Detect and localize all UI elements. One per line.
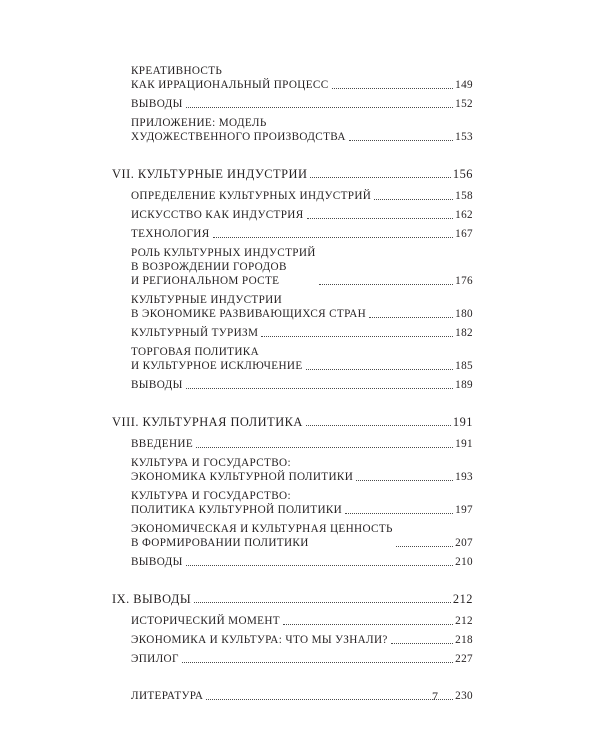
chapter-title: VIII. КУЛЬТУРНАЯ ПОЛИТИКА [112, 415, 303, 429]
toc-entry-literature[interactable] [112, 689, 473, 703]
dot-leader [310, 177, 450, 178]
toc-entry-title: КРЕАТИВНОСТЬ КАК ИРРАЦИОНАЛЬНЫЙ ПРОЦЕСС [131, 65, 329, 91]
dot-leader [196, 447, 453, 448]
dot-leader [261, 336, 453, 337]
toc-page-number: 149 [455, 79, 473, 91]
table-of-contents [112, 64, 473, 703]
toc-entry[interactable] [112, 189, 473, 203]
dot-leader [194, 602, 451, 603]
toc-entry[interactable] [112, 437, 473, 451]
toc-chapter-7[interactable] [112, 167, 473, 181]
toc-entry-title: КУЛЬТУРНЫЕ ИНДУСТРИИ В ЭКОНОМИКЕ РАЗВИВАЮЩИХСЯ СТРАН [131, 294, 367, 320]
toc-page-number: 189 [455, 379, 473, 391]
toc-entry[interactable] [112, 456, 473, 484]
toc-page-number: 227 [455, 653, 473, 665]
toc-page-number: 158 [455, 190, 473, 202]
page-number: 7 [432, 689, 438, 703]
toc-page-number: 152 [455, 98, 473, 110]
toc-page-number: 153 [455, 131, 473, 143]
toc-entry-title: ВЫВОДЫ [131, 379, 183, 391]
toc-entry-title: ПРИЛОЖЕНИЕ: МОДЕЛЬ ХУДОЖЕСТВЕННОГО ПРОИЗВОДСТВА [131, 117, 346, 143]
toc-page-number: 218 [455, 634, 473, 646]
dot-leader [391, 643, 453, 644]
dot-leader [332, 88, 454, 89]
dot-leader [283, 624, 453, 625]
toc-entry-title: КУЛЬТУРНЫЙ ТУРИЗМ [131, 327, 259, 339]
toc-entry-title: ИСКУССТВО КАК ИНДУСТРИЯ [131, 209, 304, 221]
dot-leader [396, 546, 453, 547]
toc-entry-title: ОПРЕДЕЛЕНИЕ КУЛЬТУРНЫХ ИНДУСТРИЙ [131, 190, 372, 202]
toc-page-number: 162 [455, 209, 473, 221]
dot-leader [186, 388, 453, 389]
toc-page-number: 207 [455, 537, 473, 549]
toc-entry-title: ТОРГОВАЯ ПОЛИТИКА И КУЛЬТУРНОЕ ИСКЛЮЧЕНИЕ [131, 346, 303, 372]
dot-leader [374, 199, 453, 200]
toc-entry[interactable] [112, 522, 473, 550]
toc-entry[interactable] [112, 116, 473, 144]
toc-entry[interactable] [112, 208, 473, 222]
toc-entry-title: КУЛЬТУРА И ГОСУДАРСТВО: ПОЛИТИКА КУЛЬТУРНОЙ ПОЛИТИКИ [131, 490, 343, 516]
toc-entry-title: ВЫВОДЫ [131, 98, 183, 110]
toc-entry[interactable] [112, 489, 473, 517]
toc-entry[interactable] [112, 345, 473, 373]
dot-leader [369, 317, 453, 318]
toc-entry-title: РОЛЬ КУЛЬТУРНЫХ ИНДУСТРИЙ В ВОЗРОЖДЕНИИ ГОРОДОВ И РЕГИОНАЛЬНОМ РОСТЕ [131, 247, 316, 287]
toc-chapter-8[interactable] [112, 415, 473, 429]
toc-entry[interactable] [112, 633, 473, 647]
toc-page-number: 176 [455, 275, 473, 287]
dot-leader [213, 237, 454, 238]
toc-entry-title: ЛИТЕРАТУРА [131, 690, 204, 702]
dot-leader [186, 565, 453, 566]
chapter-title: IX. ВЫВОДЫ [112, 592, 192, 606]
toc-page-number: 182 [455, 327, 473, 339]
dot-leader [319, 284, 453, 285]
dot-leader [186, 107, 453, 108]
dot-leader [307, 218, 454, 219]
toc-page-number: 210 [455, 556, 473, 568]
toc-page-number: 191 [455, 438, 473, 450]
toc-entry[interactable] [112, 555, 473, 569]
toc-entry[interactable] [112, 64, 473, 92]
toc-entry-title: ТЕХНОЛОГИЯ [131, 228, 210, 240]
toc-page-number: 197 [455, 504, 473, 516]
toc-entry-title: ЭПИЛОГ [131, 653, 179, 665]
dot-leader [356, 480, 453, 481]
toc-entry-title: ЭКОНОМИКА И КУЛЬТУРА: ЧТО МЫ УЗНАЛИ? [131, 634, 388, 646]
toc-entry[interactable] [112, 614, 473, 628]
dot-leader [345, 513, 453, 514]
toc-entry-title: ВВЕДЕНИЕ [131, 438, 194, 450]
toc-entry[interactable] [112, 652, 473, 666]
toc-entry[interactable] [112, 227, 473, 241]
toc-page-number: 156 [452, 167, 473, 181]
toc-page-number: 193 [455, 471, 473, 483]
dot-leader [306, 369, 454, 370]
toc-entry-title: ИСТОРИЧЕСКИЙ МОМЕНТ [131, 615, 280, 627]
toc-entry-title: ВЫВОДЫ [131, 556, 183, 568]
toc-entry[interactable] [112, 326, 473, 340]
toc-entry[interactable] [112, 293, 473, 321]
toc-page-number: 230 [455, 690, 473, 702]
toc-page-number: 212 [452, 592, 473, 606]
toc-page-number: 167 [455, 228, 473, 240]
toc-page-number: 180 [455, 308, 473, 320]
toc-entry-title: КУЛЬТУРА И ГОСУДАРСТВО: ЭКОНОМИКА КУЛЬТУРНОЙ ПОЛИТИКИ [131, 457, 354, 483]
toc-page-number: 185 [455, 360, 473, 372]
toc-page-number: 212 [455, 615, 473, 627]
toc-entry[interactable] [112, 378, 473, 392]
toc-entry-title: ЭКОНОМИЧЕСКАЯ И КУЛЬТУРНАЯ ЦЕННОСТЬ В ФОРМИРОВАНИИ ПОЛИТИКИ [131, 523, 393, 549]
dot-leader [206, 699, 453, 700]
toc-entry[interactable] [112, 97, 473, 111]
dot-leader [182, 662, 453, 663]
chapter-title: VII. КУЛЬТУРНЫЕ ИНДУСТРИИ [112, 167, 308, 181]
dot-leader [306, 425, 451, 426]
dot-leader [349, 140, 453, 141]
toc-chapter-9[interactable] [112, 592, 473, 606]
toc-entry[interactable] [112, 246, 473, 288]
toc-page-number: 191 [452, 415, 473, 429]
